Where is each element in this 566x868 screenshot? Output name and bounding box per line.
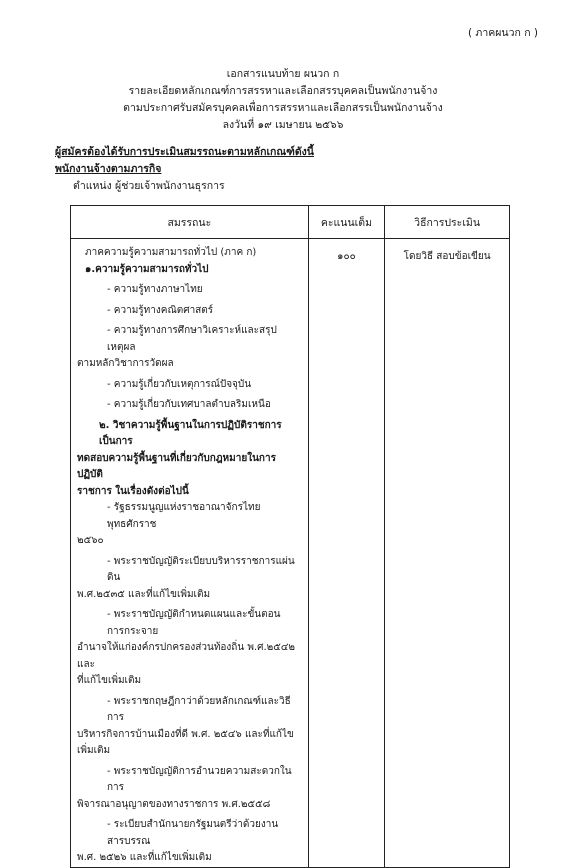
- position-title: ตำแหน่ง ผู้ช่วยเจ้าพนักงานธุรการ: [73, 180, 225, 192]
- list-item-cont: พ.ศ. ๒๕๒๖ และที่แก้ไขเพิ่มเติม: [77, 852, 212, 863]
- list-item: - รัฐธรรมนูญแห่งราชอาณาจักรไทย พุทธศักราช: [107, 502, 261, 530]
- list-item-cont: ๒๕๖๐: [77, 535, 104, 546]
- list-item-cont: พิจารณาอนุญาตของทางราชการ พ.ศ.๒๕๕๘: [77, 798, 271, 810]
- staff-type: พนักงานจ้างตามภารกิจ: [55, 163, 162, 175]
- topic-2-title-cont: ทดสอบความรู้พื้นฐานที่เกี่ยวกับกฎหมายในการปฏิบัติ: [77, 452, 276, 480]
- list-item: - ความรู้เกี่ยวกับเหตุการณ์ปัจจุบัน: [107, 378, 252, 390]
- competency-cell: [71, 239, 309, 868]
- header-line-1: เอกสารแนบท้าย ผนวก ก: [226, 68, 340, 80]
- list-item: - พระราชบัญญัติกำหนดแผนและขั้นตอนการกระจาย: [107, 609, 281, 637]
- list-item-cont: ตามหลักวิชาการวัดผล: [77, 358, 174, 369]
- list-item: - พระราชบัญญัติการอำนวยความสะดวกในการ: [107, 765, 292, 793]
- header-competency: สมรรถนะ: [71, 206, 309, 239]
- annex-label: ( ภาคผนวก ก ): [468, 27, 538, 39]
- competency-table: [70, 205, 510, 868]
- full-score-cell: ๑๐๐: [308, 239, 385, 868]
- list-item-cont: อำนาจให้แก่องค์กรปกครองส่วนท้องถิ่น พ.ศ.๒๕๔๒ และ: [77, 642, 295, 670]
- table-row: [71, 239, 510, 868]
- list-item: - ความรู้ทางการศึกษาวิเคราะห์และสรุปเหตุผล: [107, 325, 277, 353]
- header-method: วิธีการประเมิน: [385, 206, 510, 239]
- header-line-3: ตามประกาศรับสมัครบุคคลเพื่อการสรรหาและเลือกสรรเป็นพนักงานจ้าง: [123, 102, 443, 114]
- criteria-title: ผู้สมัครต้องได้รับการประเมินสมรรถนะตามหลักเกณฑ์ดังนี้: [55, 146, 314, 158]
- list-item-cont: บริหารกิจการบ้านเมืองที่ดี พ.ศ. ๒๕๔๖ และที่แก้ไขเพิ่มเติม: [77, 728, 294, 756]
- section-title: ภาคความรู้ความสามารถทั่วไป (ภาค ก): [85, 247, 257, 258]
- list-item: - พระราชบัญญัติระเบียบบริหารราชการแผ่นดิน: [107, 555, 295, 583]
- intro-section: [55, 144, 525, 195]
- topic-2-title: ๒. วิชาความรู้พื้นฐานในการปฏิบัติราชการ เป็นการ: [99, 419, 282, 447]
- list-item-cont: พ.ศ.๒๕๓๕ และที่แก้ไขเพิ่มเติม: [77, 588, 211, 600]
- header-line-4: ลงวันที่ ๑๙ เมษายน ๒๕๖๖: [222, 119, 344, 131]
- list-item-cont: ที่แก้ไขเพิ่มเติม: [77, 675, 142, 686]
- list-item: - ความรู้ทางคณิตศาสตร์: [107, 304, 214, 316]
- list-item: - ความรู้ทางภาษาไทย: [107, 284, 203, 295]
- method-cell: โดยวิธี สอบข้อเขียน: [385, 239, 510, 868]
- header-full-score: คะแนนเต็ม: [308, 206, 385, 239]
- list-item: - พระราชกฤษฎีกาว่าด้วยหลักเกณฑ์และวิธีการ: [107, 695, 291, 723]
- document-header: [0, 66, 566, 134]
- table-header-row: [71, 206, 510, 239]
- list-item: - ระเบียบสำนักนายกรัฐมนตรีว่าด้วยงานสารบรรณ: [107, 819, 279, 847]
- list-item: - ความรู้เกี่ยวกับเทศบาลตำบลริมเหนือ: [107, 399, 271, 410]
- topic-2-title-cont: ราชการ ในเรื่องดังต่อไปนี้: [77, 485, 189, 497]
- topic-1-title: ๑.ความรู้ความสามารถทั่วไป: [85, 263, 209, 275]
- header-line-2: รายละเอียดหลักเกณฑ์การสรรหาและเลือกสรรบุคคลเป็นพนักงานจ้าง: [128, 85, 438, 97]
